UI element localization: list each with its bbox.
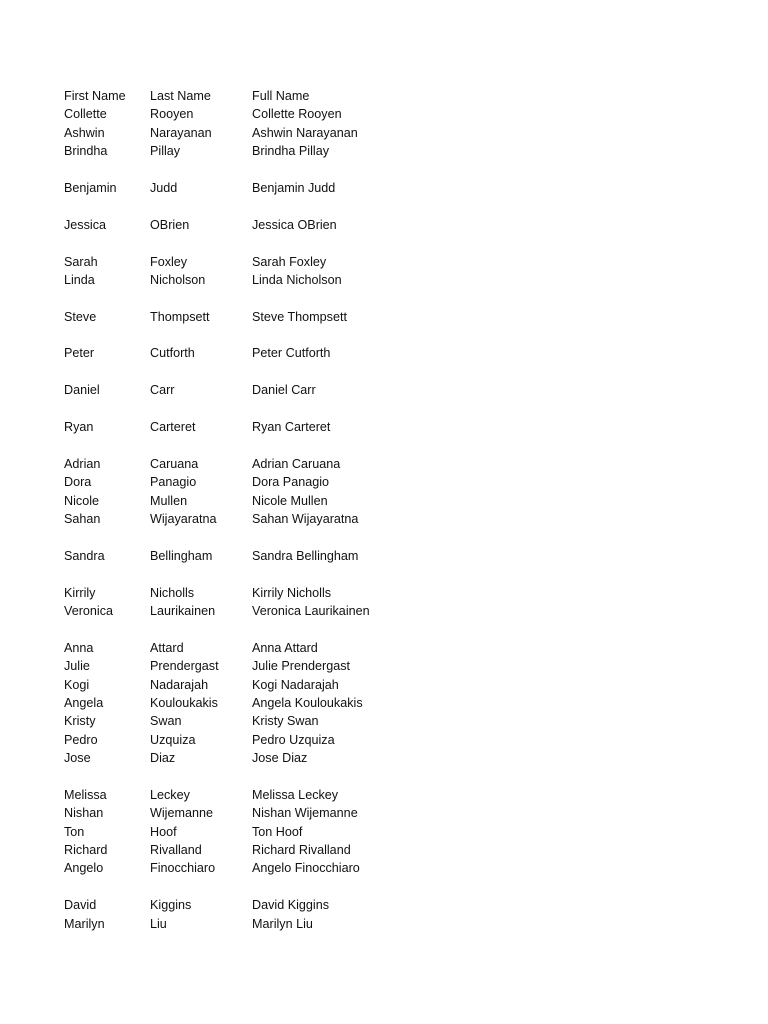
table-row: [64, 694, 424, 712]
last-name-cell: Liu: [150, 916, 167, 931]
table-row: [64, 363, 424, 381]
first-name-cell: Sarah: [64, 254, 98, 269]
last-name-cell: Panagio: [150, 475, 197, 490]
first-name-cell: Anna: [64, 640, 94, 655]
first-name-cell: Dora: [64, 475, 92, 490]
table-row: [64, 915, 424, 933]
last-name-cell: Nicholls: [150, 585, 195, 600]
last-name-cell: Kouloukakis: [150, 695, 218, 710]
table-row: [64, 878, 424, 896]
full-name-cell: Veronica Laurikainen: [252, 603, 370, 618]
first-name-cell: Brindha: [64, 144, 108, 159]
first-name-cell: Steve: [64, 309, 97, 324]
table-row: [64, 620, 424, 638]
full-name-cell: Ton Hoof: [252, 824, 303, 839]
full-name-cell: Jessica OBrien: [252, 217, 337, 232]
last-name-cell: Wijayaratna: [150, 511, 217, 526]
table-row: [64, 142, 424, 160]
first-name-cell: Marilyn: [64, 916, 105, 931]
table-row: [64, 510, 424, 528]
first-name-cell: Collette: [64, 107, 107, 122]
first-name-cell: Peter: [64, 346, 95, 361]
table-row: [64, 547, 424, 565]
first-name-cell: Linda: [64, 272, 95, 287]
last-name-cell: Uzquiza: [150, 732, 196, 747]
table-row: [64, 455, 424, 473]
first-name-cell: Pedro: [64, 732, 98, 747]
full-name-cell: Dora Panagio: [252, 475, 330, 490]
table-row: [64, 381, 424, 399]
first-name-cell: Nicole: [64, 493, 99, 508]
full-name-cell: Adrian Caruana: [252, 456, 341, 471]
full-name-cell: Sandra Bellingham: [252, 548, 359, 563]
table-row: [64, 253, 424, 271]
table-row: [64, 565, 424, 583]
last-name-cell: Wijemanne: [150, 806, 213, 821]
table-row: [64, 418, 424, 436]
table-row: [64, 400, 424, 418]
full-name-cell: Daniel Carr: [252, 383, 316, 398]
first-name-cell: Richard: [64, 843, 108, 858]
last-name-cell: Judd: [150, 180, 178, 195]
table-row: [64, 731, 424, 749]
full-name-cell: Ashwin Narayanan: [252, 125, 358, 140]
table-row: [64, 124, 424, 142]
last-name-cell: Rivalland: [150, 843, 202, 858]
last-name-cell: Diaz: [150, 751, 176, 766]
first-name-header: First Name: [64, 89, 126, 103]
table-row: [64, 804, 424, 822]
table-row: [64, 271, 424, 289]
table-body: [64, 105, 424, 933]
table-row: [64, 823, 424, 841]
last-name-cell: Nicholson: [150, 272, 206, 287]
table-row: [64, 602, 424, 620]
first-name-cell: Ryan: [64, 420, 94, 435]
last-name-cell: Leckey: [150, 787, 190, 802]
full-name-cell: Kristy Swan: [252, 714, 319, 729]
full-name-cell: Angela Kouloukakis: [252, 695, 363, 710]
full-name-header: Full Name: [252, 89, 310, 103]
name-table: [64, 87, 424, 933]
last-name-cell: Kiggins: [150, 898, 192, 913]
table-row: [64, 528, 424, 546]
full-name-cell: Collette Rooyen: [252, 107, 342, 122]
table-row: [64, 179, 424, 197]
table-row: [64, 896, 424, 914]
first-name-cell: Kirrily: [64, 585, 96, 600]
first-name-cell: Melissa: [64, 787, 107, 802]
table-row: [64, 344, 424, 362]
table-row: [64, 786, 424, 804]
table-row: [64, 308, 424, 326]
last-name-cell: OBrien: [150, 217, 190, 232]
table-row: [64, 584, 424, 602]
full-name-cell: Nicole Mullen: [252, 493, 328, 508]
first-name-cell: Angelo: [64, 861, 104, 876]
header-row: [64, 87, 424, 105]
last-name-header: Last Name: [150, 89, 211, 103]
full-name-cell: Ryan Carteret: [252, 420, 331, 435]
first-name-cell: Veronica: [64, 603, 114, 618]
first-name-cell: Ton: [64, 824, 85, 839]
table-row: [64, 859, 424, 877]
last-name-cell: Attard: [150, 640, 184, 655]
first-name-cell: Benjamin: [64, 180, 117, 195]
first-name-cell: David: [64, 898, 97, 913]
last-name-cell: Rooyen: [150, 107, 194, 122]
full-name-cell: Richard Rivalland: [252, 843, 351, 858]
full-name-cell: Benjamin Judd: [252, 180, 336, 195]
table-row: [64, 436, 424, 454]
first-name-cell: Daniel: [64, 383, 100, 398]
last-name-cell: Nadarajah: [150, 677, 209, 692]
last-name-cell: Thompsett: [150, 309, 210, 324]
full-name-cell: Peter Cutforth: [252, 346, 331, 361]
full-name-cell: Melissa Leckey: [252, 787, 339, 802]
full-name-cell: Jose Diaz: [252, 751, 308, 766]
table-row: [64, 105, 424, 123]
table-row: [64, 712, 424, 730]
first-name-cell: Jessica: [64, 217, 106, 232]
full-name-cell: Anna Attard: [252, 640, 318, 655]
table-row: [64, 216, 424, 234]
table-row: [64, 639, 424, 657]
last-name-cell: Swan: [150, 714, 182, 729]
table-row: [64, 289, 424, 307]
last-name-cell: Laurikainen: [150, 603, 216, 618]
last-name-cell: Cutforth: [150, 346, 195, 361]
table-row: [64, 473, 424, 491]
last-name-cell: Carr: [150, 383, 175, 398]
table-row: [64, 234, 424, 252]
full-name-cell: Steve Thompsett: [252, 309, 347, 324]
table-row: [64, 326, 424, 344]
table-row: [64, 197, 424, 215]
full-name-cell: Marilyn Liu: [252, 916, 313, 931]
table-row: [64, 676, 424, 694]
table-row: [64, 492, 424, 510]
full-name-cell: Brindha Pillay: [252, 144, 330, 159]
full-name-cell: Linda Nicholson: [252, 272, 342, 287]
table-row: [64, 767, 424, 785]
first-name-cell: Sandra: [64, 548, 105, 563]
table-row: [64, 161, 424, 179]
last-name-cell: Narayanan: [150, 125, 212, 140]
last-name-cell: Caruana: [150, 456, 199, 471]
full-name-cell: Nishan Wijemanne: [252, 806, 358, 821]
first-name-cell: Kristy: [64, 714, 96, 729]
full-name-cell: Sarah Foxley: [252, 254, 327, 269]
first-name-cell: Sahan: [64, 511, 101, 526]
first-name-cell: Adrian: [64, 456, 101, 471]
full-name-cell: David Kiggins: [252, 898, 330, 913]
last-name-cell: Bellingham: [150, 548, 213, 563]
first-name-cell: Julie: [64, 659, 90, 674]
full-name-cell: Kogi Nadarajah: [252, 677, 339, 692]
last-name-cell: Finocchiaro: [150, 861, 216, 876]
full-name-cell: Kirrily Nicholls: [252, 585, 332, 600]
first-name-cell: Ashwin: [64, 125, 105, 140]
first-name-cell: Jose: [64, 751, 91, 766]
full-name-cell: Pedro Uzquiza: [252, 732, 335, 747]
table-row: [64, 657, 424, 675]
table-row: [64, 841, 424, 859]
first-name-cell: Nishan: [64, 806, 104, 821]
first-name-cell: Angela: [64, 695, 104, 710]
last-name-cell: Pillay: [150, 144, 181, 159]
full-name-cell: Sahan Wijayaratna: [252, 511, 359, 526]
last-name-cell: Hoof: [150, 824, 177, 839]
table-row: [64, 749, 424, 767]
last-name-cell: Carteret: [150, 420, 196, 435]
full-name-cell: Angelo Finocchiaro: [252, 861, 360, 876]
last-name-cell: Prendergast: [150, 659, 219, 674]
last-name-cell: Mullen: [150, 493, 188, 508]
full-name-cell: Julie Prendergast: [252, 659, 351, 674]
last-name-cell: Foxley: [150, 254, 188, 269]
first-name-cell: Kogi: [64, 677, 90, 692]
